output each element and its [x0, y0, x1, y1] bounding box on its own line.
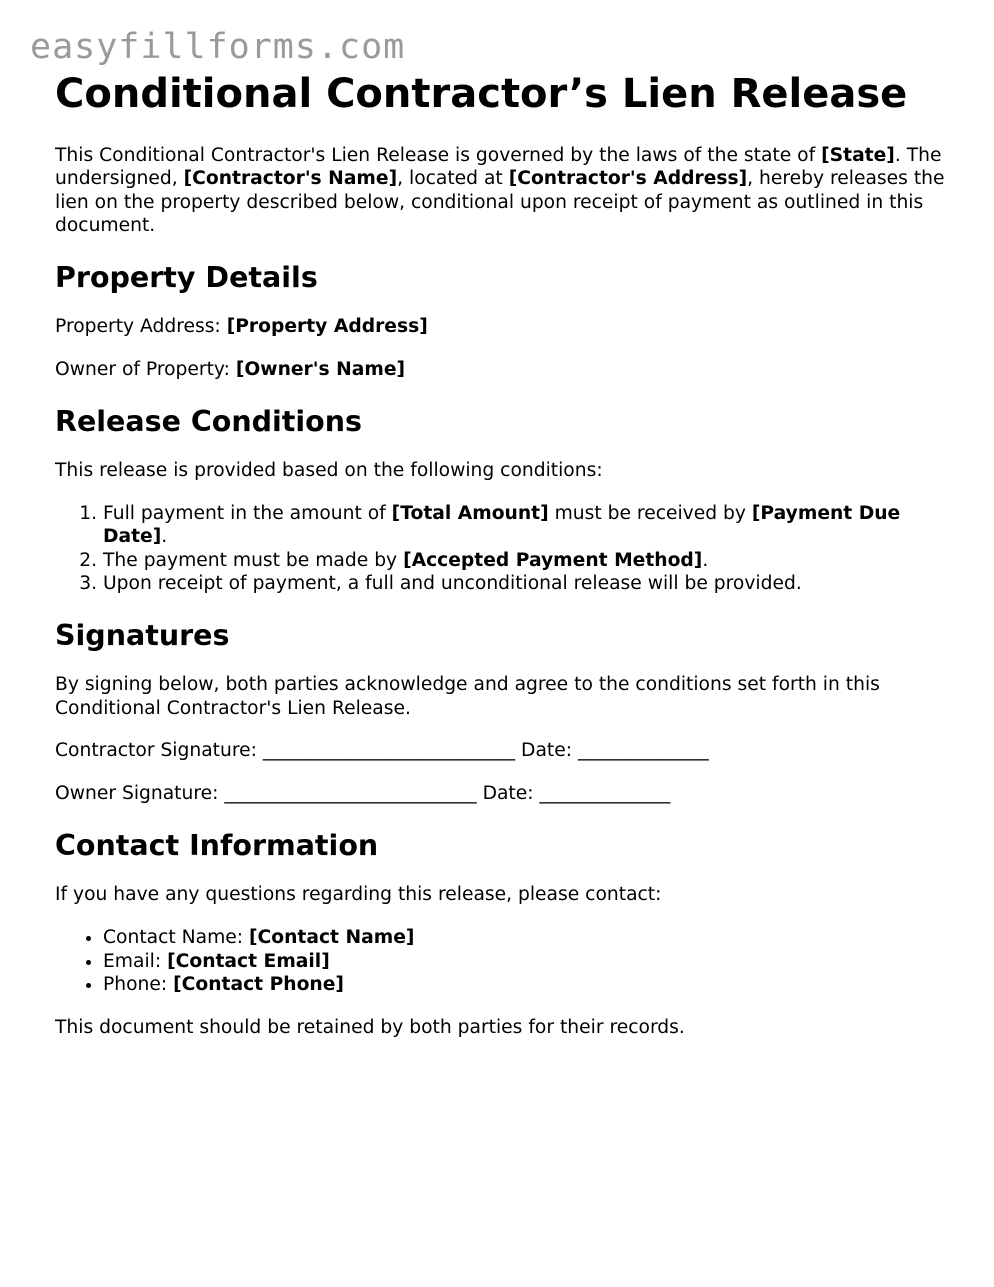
property-details-heading: Property Details: [55, 261, 318, 295]
list-item: [103, 973, 945, 996]
list-item-text: .: [702, 549, 709, 571]
contact-lead: If you have any questions regarding this release, please contact:: [55, 884, 662, 906]
list-item-text: Full payment in the amount of: [103, 503, 392, 525]
list-item: [103, 926, 945, 949]
contact-name-placeholder: [Contact Name]: [249, 927, 415, 949]
document-title: Conditional Contractor’s Lien Release: [55, 71, 908, 117]
contractor-address-placeholder: [Contractor's Address]: [508, 168, 748, 190]
property-address-label: Property Address:: [55, 316, 227, 338]
list-item: [103, 502, 945, 549]
intro-text: . The undersigned,: [55, 145, 942, 190]
property-address-placeholder: [Property Address]: [226, 316, 428, 338]
contractor-name-placeholder: [Contractor's Name]: [183, 168, 398, 190]
list-item-text: .: [161, 526, 168, 548]
intro-text: This Conditional Contractor's Lien Release is governed by the laws of the state of: [55, 145, 822, 166]
owner-name-placeholder: [Owner's Name]: [235, 358, 406, 380]
document-body: [55, 70, 945, 1058]
list-item-text: The payment must be made by: [103, 549, 404, 571]
property-owner-line: [55, 358, 945, 381]
payment-due-date-placeholder: [Payment Due Date]: [103, 503, 901, 548]
intro-paragraph: [55, 144, 945, 237]
state-placeholder: [State]: [821, 145, 895, 166]
footer-note: This document should be retained by both parties for their records.: [55, 1016, 685, 1038]
contact-list: [55, 926, 945, 996]
contact-phone-placeholder: [Contact Phone]: [173, 973, 344, 995]
list-item: [103, 549, 945, 572]
contact-name-label: Contact Name:: [103, 927, 250, 949]
intro-text: , hereby releases the lien on the property described below, conditional upon receipt of payment as outlined in this document.: [55, 168, 945, 236]
list-item: 3. Upon receipt of payment, a full and unconditional release will be provided.: [103, 572, 945, 595]
release-conditions-heading: Release Conditions: [55, 405, 363, 439]
conditions-lead: This release is provided based on the following conditions:: [55, 460, 603, 482]
watermark: easyfillforms.com: [30, 27, 406, 67]
owner-signature-line: Owner Signature: ___________________________ Date: ______________: [55, 783, 671, 805]
list-item: [103, 950, 945, 973]
contact-email-placeholder: [Contact Email]: [167, 950, 330, 972]
payment-method-placeholder: [Accepted Payment Method]: [403, 549, 703, 571]
property-address-line: [55, 315, 945, 338]
contact-email-label: Email:: [103, 950, 168, 972]
property-owner-label: Owner of Property:: [55, 358, 236, 380]
signatures-lead: By signing below, both parties acknowledge and agree to the conditions set forth in this Conditional Contractor's Lien Release.: [55, 674, 880, 719]
conditions-list: [55, 502, 945, 595]
contact-information-heading: Contact Information: [55, 829, 379, 863]
contractor-signature-line: Contractor Signature: ___________________________ Date: ______________: [55, 740, 709, 762]
signatures-heading: Signatures: [55, 619, 230, 653]
contact-phone-label: Phone:: [103, 973, 174, 995]
total-amount-placeholder: [Total Amount]: [391, 503, 549, 525]
list-item-text: must be received by: [548, 503, 752, 525]
intro-text: , located at: [397, 168, 509, 190]
